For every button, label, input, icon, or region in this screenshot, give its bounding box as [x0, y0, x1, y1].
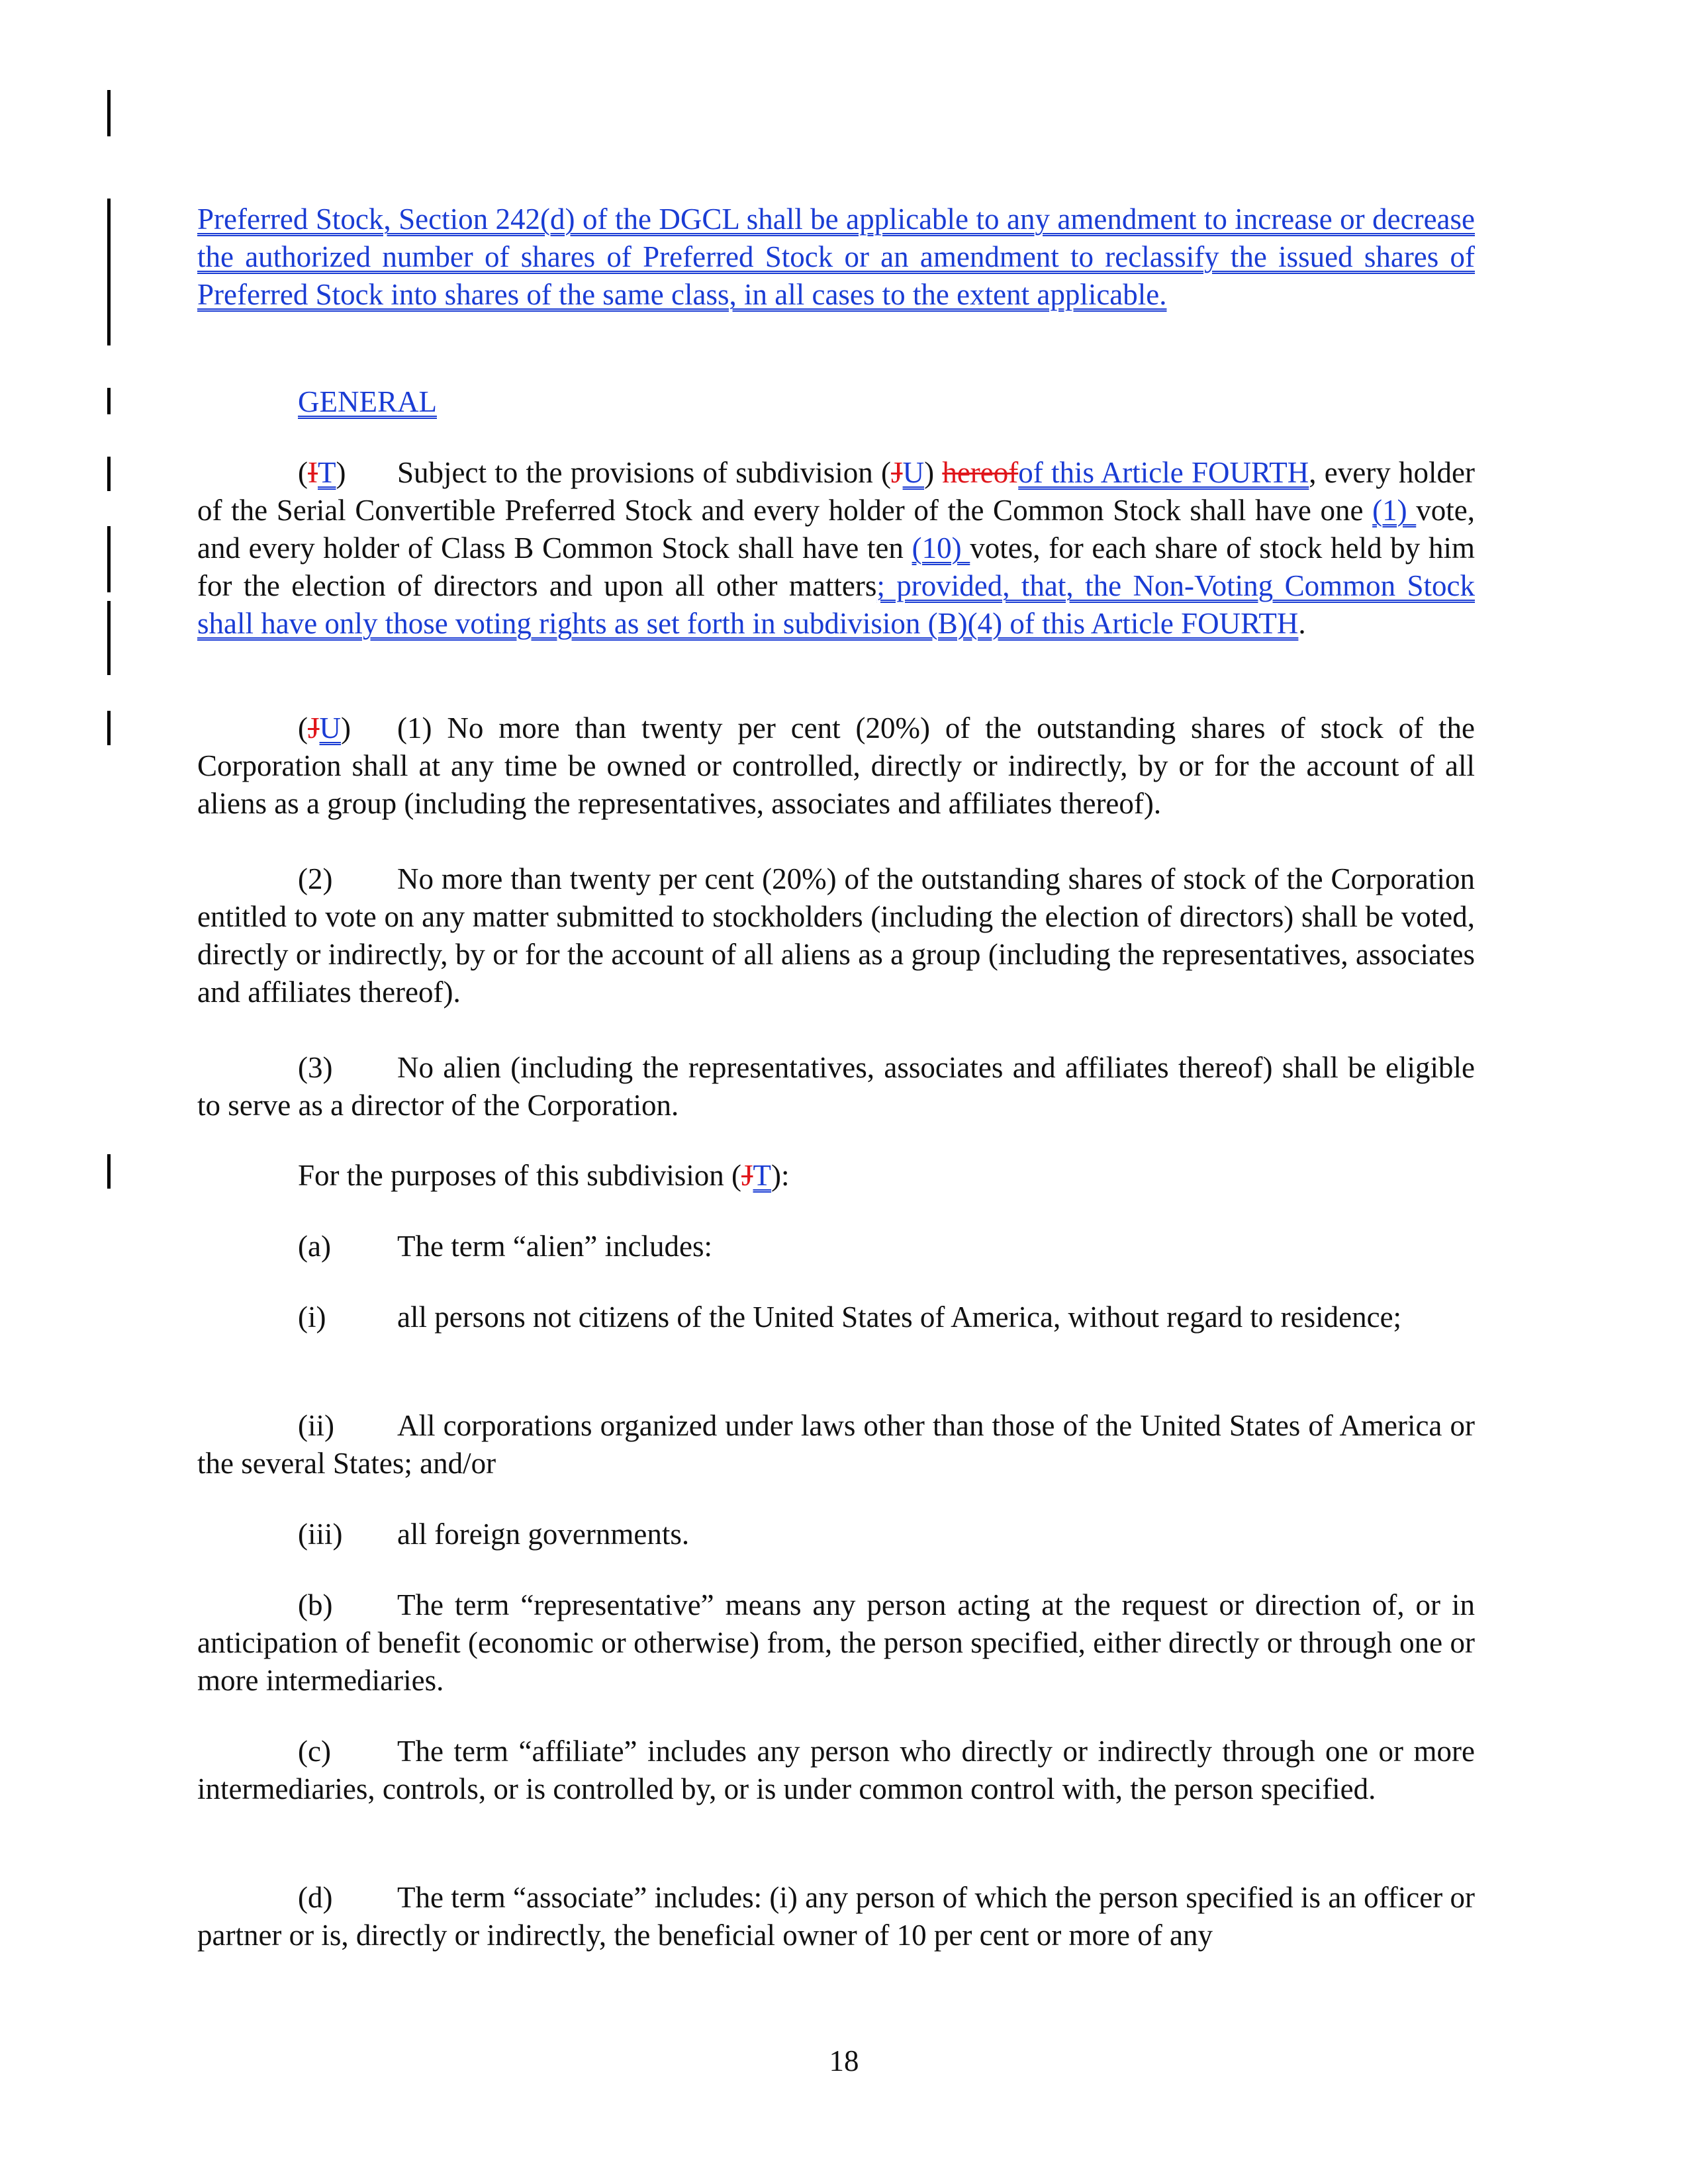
change-bar: [107, 1154, 111, 1189]
inserted-text: (10): [912, 531, 970, 565]
deleted-text: I: [308, 456, 318, 489]
subdivision-label: (JU): [298, 711, 352, 745]
deleted-text: J: [741, 1159, 753, 1192]
item-label: (3): [298, 1051, 333, 1084]
paragraph-associate-definition: (d) The term “associate” includes: (i) any person of which the person specified is an officer or partner or is, directly or indirectly, the beneficial owner of 10 per cent or more of any: [197, 1879, 1475, 1954]
inserted-text: T: [318, 456, 336, 489]
page-number: 18: [829, 2044, 859, 2077]
paragraph-alien-director: (3) No alien (including the representatives, associates and affiliates thereof) shall be eligible to serve as a director of the Corporation.: [197, 1049, 1475, 1124]
item-label: (iii): [298, 1518, 343, 1551]
inserted-text: (1): [1372, 494, 1417, 527]
paragraph-definition-ii: (ii) All corporations organized under laws other than those of the United States of America or the several States; and/or: [197, 1407, 1475, 1482]
paragraph-affiliate-definition: (c) The term “affiliate” includes any person who directly or indirectly through one or more intermediaries, controls, or is controlled by, or is under common control with, the person specified.: [197, 1733, 1475, 1808]
deleted-text: J: [891, 456, 903, 489]
change-bar: [107, 711, 111, 745]
item-label: (d): [298, 1881, 333, 1914]
paragraph-preferred-stock-amendment: [197, 201, 1475, 314]
heading-general: GENERAL: [298, 385, 437, 418]
paragraph-alien-ownership: (JU) (1) No more than twenty per cent (20%) of the outstanding shares of stock of the Corporation shall at any time be owned or controlled, directly or indirectly, by or for the account of all aliens as a group (including the representatives, associates and affiliates thereof).: [197, 709, 1475, 823]
deleted-text: hereof: [942, 456, 1019, 489]
change-bar: [107, 457, 111, 491]
paragraph-representative-definition: (b) The term “representative” means any person acting at the request or direction of, or in anticipation of benefit (economic or otherwise) from, the person specified, either directly or through one or more intermediaries.: [197, 1586, 1475, 1700]
item-label: (c): [298, 1735, 331, 1768]
subdivision-label: (IT): [298, 456, 346, 489]
item-label: (a): [298, 1230, 331, 1263]
inserted-text: Preferred Stock, Section 242(d) of the DGCL shall be applicable to any amendment to increase or decrease the authorized number of shares of Preferred Stock or an amendment to reclassify the issued shares of Preferred Stock into shares of the same class, in all cases to the extent applicable.: [197, 203, 1475, 311]
item-label: (ii): [298, 1409, 334, 1442]
inserted-text: T: [753, 1159, 772, 1192]
section-heading: [197, 383, 1475, 421]
change-bar: [107, 90, 111, 136]
item-label: (2): [298, 862, 333, 895]
change-bar: [107, 388, 111, 414]
paragraph-definition-iii: (iii) all foreign governments.: [197, 1516, 1475, 1553]
paragraph-voting-rights: (IT) Subject to the provisions of subdivision (JU) hereofof this Article FOURTH, every holder of the Serial Convertible Preferred Stock and every holder of the Common Stock shall have one (1) vote, and every holder of Class B Common Stock shall have ten (10) votes, for each share of stock held by him for the election of directors and upon all other matters; provided, that, the Non-Voting Common Stock shall have only those voting rights as set forth in subdivision (B)(4) of this Article FOURTH.: [197, 454, 1475, 643]
deleted-text: J: [308, 711, 320, 745]
change-bar: [107, 601, 111, 675]
change-bar: [107, 526, 111, 592]
item-label: (i): [298, 1300, 326, 1334]
paragraph-definition-i: (i) all persons not citizens of the United States of America, without regard to residence;: [197, 1298, 1475, 1336]
inserted-text: U: [902, 456, 925, 489]
change-bar: [107, 199, 111, 345]
paragraph-alien-voting: (2) No more than twenty per cent (20%) of the outstanding shares of stock of the Corporation entitled to vote on any matter submitted to stockholders (including the election of directors) shall be voted, directly or indirectly, by or for the account of all aliens as a group (including the representatives, associates and affiliates thereof).: [197, 860, 1475, 1011]
inserted-text: ; provided, that, the Non-Voting Common Stock shall have only those voting rights as set forth in subdivision (B)(4) of this Article FOURTH: [197, 569, 1476, 640]
inserted-text: U: [319, 711, 342, 745]
inserted-text: of this Article FOURTH: [1018, 456, 1309, 489]
paragraph-alien-definition: (a) The term “alien” includes:: [197, 1228, 1475, 1265]
paragraph-purposes: For the purposes of this subdivision (JT):: [298, 1159, 790, 1192]
item-label: (b): [298, 1588, 333, 1621]
